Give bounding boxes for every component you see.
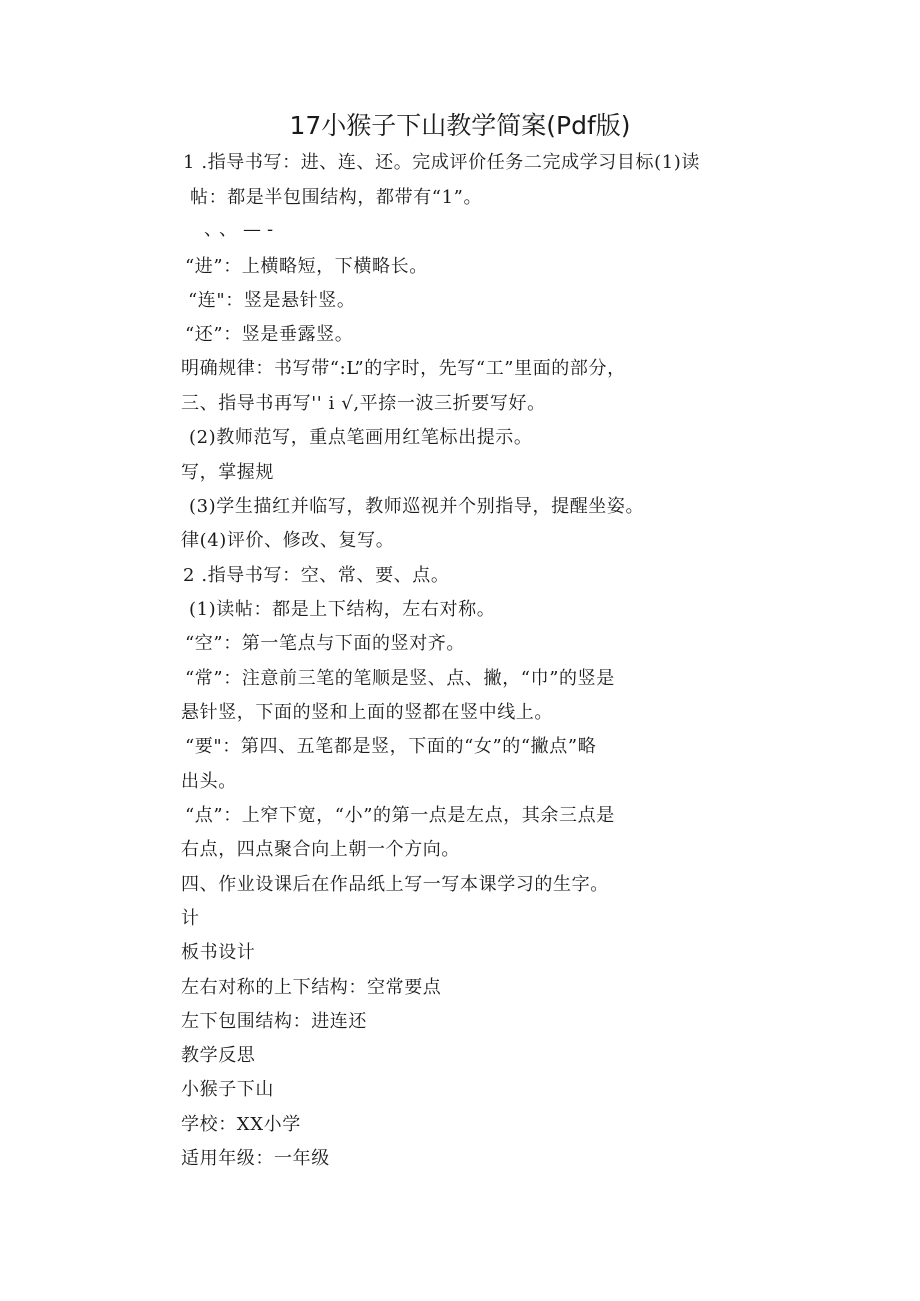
text-line-16: “常”：注意前三笔的笔顺是竖、点、撇，“巾”的竖是 <box>185 668 615 689</box>
text-line-23: 计 <box>181 908 200 929</box>
text-line-17: 悬针竖，下面的竖和上面的竖都在竖中线上。 <box>181 702 553 723</box>
text-line-28: 小猴子下山 <box>181 1079 274 1100</box>
text-line-5: “连"：竖是悬针竖。 <box>188 290 356 311</box>
text-line-12: 律(4)评价、修改、复写。 <box>181 530 395 551</box>
text-line-2: 帖：都是半包围结构，都带有“1”。 <box>190 187 483 208</box>
text-line-25: 左右对称的上下结构：空常要点 <box>181 977 442 998</box>
text-line-22: 四、作业设课后在作品纸上写一写本课学习的生字。 <box>181 874 609 895</box>
text-line-24: 板书设计 <box>181 942 256 963</box>
text-line-14: (1)读帖：都是上下结构，左右对称。 <box>189 599 496 620</box>
text-line-21: 右点，四点聚合向上朝一个方向。 <box>181 839 460 860</box>
text-line-26: 左下包围结构：进连还 <box>181 1011 367 1032</box>
text-line-11: (3)学生描红并临写，教师巡视并个别指导，提醒坐姿。 <box>189 496 645 517</box>
document-title: 17小猴子下山教学简案(Pdf版) <box>289 111 631 140</box>
text-line-6: “还”：竖是垂露竖。 <box>185 324 354 345</box>
text-line-18: “要"：第四、五笔都是竖，下面的“女”的“撇点”略 <box>185 736 597 757</box>
text-line-8: 三、指导书再写'' i √,平捺一波三折要写好。 <box>181 393 546 414</box>
text-line-10: 写，掌握规 <box>181 462 274 483</box>
text-line-1: 1 .指导书写：进、连、还。完成评价任务二完成学习目标(1)读 <box>183 152 700 173</box>
text-line-4: “进”：上横略短，下横略长。 <box>185 256 428 277</box>
text-line-9: (2)教师范写，重点笔画用红笔标出提示。 <box>189 427 533 448</box>
text-line-15: “空”：第一笔点与下面的竖对齐。 <box>185 633 466 654</box>
text-line-20: “点”：上窄下宽，“小”的第一点是左点，其余三点是 <box>185 805 615 826</box>
text-line-30: 适用年级：一年级 <box>181 1148 330 1169</box>
text-line-29: 学校：XX小学 <box>181 1114 301 1135</box>
text-line-13: 2 .指导书写：空、常、要、点。 <box>183 565 450 586</box>
text-line-19: 出头。 <box>181 771 237 792</box>
text-line-7: 明确规律：书写带“:L”的字时，先写“工”里面的部分， <box>181 358 626 379</box>
text-line-27: 教学反思 <box>181 1045 256 1066</box>
text-line-3: 、、—- <box>204 219 280 240</box>
